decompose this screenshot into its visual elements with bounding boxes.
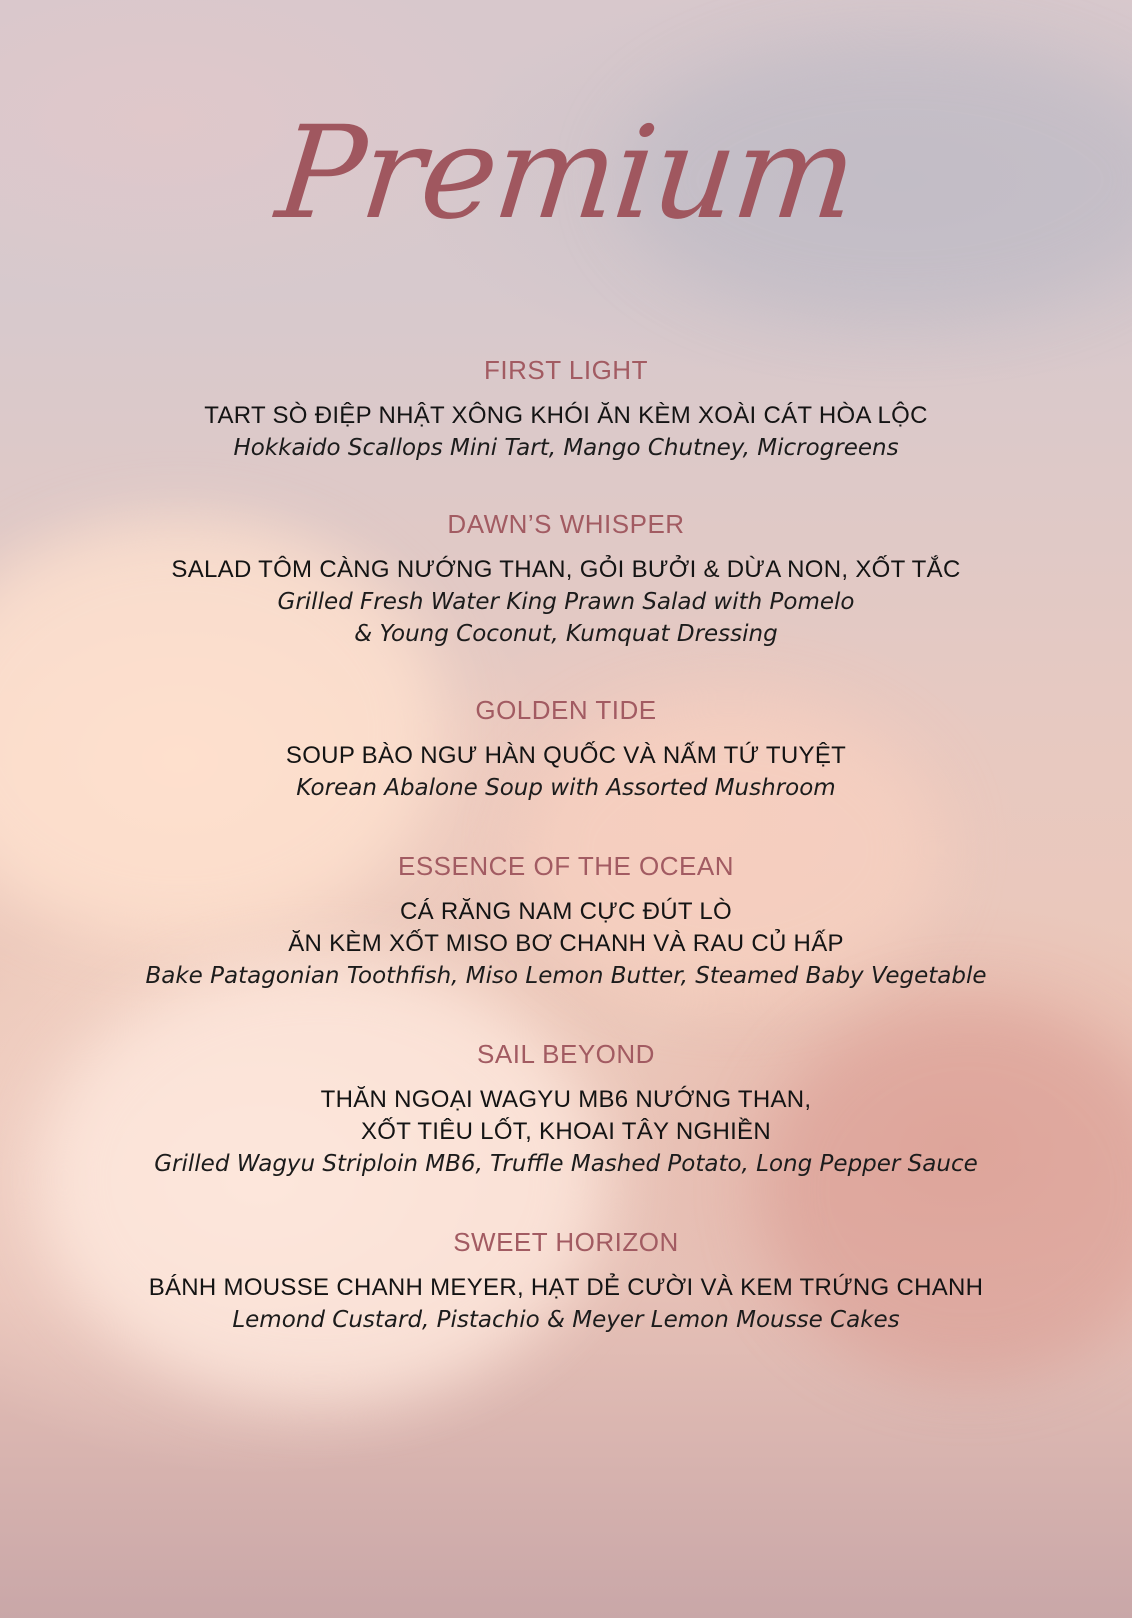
dish-english: Lemond Custard, Pistachio & Meyer Lemon Mousse Cakes xyxy=(232,1307,900,1333)
course-first-light xyxy=(0,354,1132,464)
course-list xyxy=(0,354,1132,1336)
dish-vietnamese: ĂN KÈM XỐT MISO BƠ CHANH VÀ RAU CỦ HẤP xyxy=(288,930,844,957)
dish-vietnamese: BÁNH MOUSSE CHANH MEYER, HẠT DẺ CƯỜI VÀ KEM TRỨNG CHANH xyxy=(148,1274,984,1301)
dish-english: Hokkaido Scallops Mini Tart, Mango Chutney, Microgreens xyxy=(233,435,899,461)
course-name: GOLDEN TIDE xyxy=(475,695,657,725)
dish-vietnamese: XỐT TIÊU LỐT, KHOAI TÂY NGHIỀN xyxy=(361,1118,771,1145)
dish-english: Korean Abalone Soup with Assorted Mushroom xyxy=(296,775,836,801)
menu-title: Premium xyxy=(270,99,862,248)
course-name: SWEET HORIZON xyxy=(453,1227,679,1257)
dish-vietnamese: THĂN NGOẠI WAGYU MB6 NƯỚNG THAN, xyxy=(320,1086,812,1113)
course-dawns-whisper xyxy=(0,508,1132,650)
course-name: FIRST LIGHT xyxy=(484,355,648,385)
course-name: SAIL BEYOND xyxy=(477,1039,655,1069)
course-sail-beyond xyxy=(0,1038,1132,1180)
dish-vietnamese: SOUP BÀO NGƯ HÀN QUỐC VÀ NẤM TỨ TUYỆT xyxy=(285,742,847,769)
course-name: DAWN’S WHISPER xyxy=(447,509,685,539)
dish-vietnamese: SALAD TÔM CÀNG NƯỚNG THAN, GỎI BƯỞI & DỪA NON, XỐT TẮC xyxy=(171,556,961,583)
course-essence-of-the-ocean xyxy=(0,850,1132,992)
dish-vietnamese: TART SÒ ĐIỆP NHẬT XÔNG KHÓI ĂN KÈM XOÀI CÁT HÒA LỘC xyxy=(204,402,928,429)
dish-english: Grilled Wagyu Striploin MB6, Truffle Mashed Potato, Long Pepper Sauce xyxy=(154,1151,978,1177)
dish-english: & Young Coconut, Kumquat Dressing xyxy=(354,621,778,647)
dish-english: Bake Patagonian Toothfish, Miso Lemon Butter, Steamed Baby Vegetable xyxy=(145,963,987,989)
course-sweet-horizon xyxy=(0,1226,1132,1336)
dish-english: Grilled Fresh Water King Prawn Salad with Pomelo xyxy=(277,589,855,615)
course-name: ESSENCE OF THE OCEAN xyxy=(397,851,735,881)
course-golden-tide xyxy=(0,694,1132,804)
dish-vietnamese: CÁ RĂNG NAM CỰC ĐÚT LÒ xyxy=(399,898,733,925)
